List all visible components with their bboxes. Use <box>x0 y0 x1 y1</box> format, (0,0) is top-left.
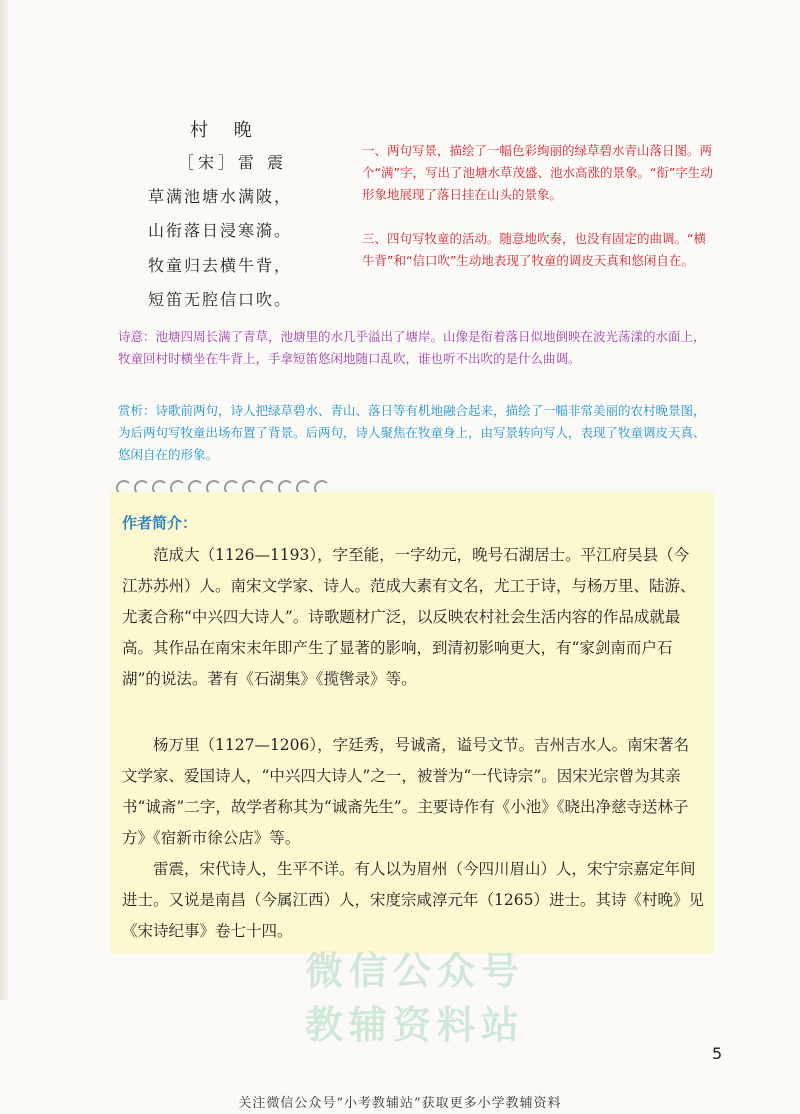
watermark-line-1: 微信公众号 <box>305 949 526 993</box>
author-intro-yang-wanli: 杨万里（1127—1206），字廷秀，号诚斋，谥号文节。吉州吉水人。南宋著名文学家、爱国诗人，“中兴四大诗人”之一，被誉为“一代诗宗”。因宋光宗曾为其亲书“诚斋”二字，故学者称其为“诚斋先生”。主要诗作有《小池》《晓出净慈寺送林子方》《宿新市徐公店》等。 <box>122 736 690 847</box>
poem-appreciation-note: 赏析：诗歌前两句，诗人把绿草碧水、青山、落日等有机地融合起来，描绘了一幅非常美丽的农村晚景图，为后两句写牧童出场布置了背景。后两句，诗人聚焦在牧童身上，由写景转向写人，表现了牧童调皮天真、悠闲自在的形象。 <box>118 403 706 462</box>
watermark-line-2: 教辅资料站 <box>305 1003 526 1047</box>
page-number: 5 <box>712 1044 723 1063</box>
annotation-lines-3-4: 三、四句写牧童的活动。随意地吹奏，也没有固定的曲调。“横牛背”和“信口吹”生动地表现了牧童的调皮天真和悠闲自在。 <box>362 231 706 268</box>
poem-title: 村 晚 <box>190 120 262 141</box>
poem-author: ［宋］雷 震 <box>178 153 288 172</box>
annotation-lines-1-2: 一、两句写景，描绘了一幅色彩绚丽的绿草碧水青山落日图。两个“满”字，写出了池塘水草茂盛、池水高涨的景象。“衔”字生动形象地展现了落日挂在山头的景象。 <box>362 143 713 202</box>
poem-line: 牧童归去横牛背， <box>148 256 293 275</box>
page-edge-shadow <box>0 0 10 1000</box>
author-intro-heading: 作者简介： <box>122 514 198 532</box>
author-intro-lei-zhen: 雷震，宋代诗人，生平不详。有人以为眉州（今四川眉山）人，宋宁宗嘉定年间进士。又说是南昌（今属江西）人，宋度宗咸淳元年（1265）进士。其诗《村晚》见《宋诗纪事》卷七十四。 <box>122 860 704 940</box>
author-intro-fan-chengda: 范成大（1126—1193），字至能，一字幼元，晚号石湖居士。平江府吴县（今江苏苏州）人。南宋文学家、诗人。范成大素有文名，尤工于诗，与杨万里、陆游、尤袤合称“中兴四大诗人”。诗歌题材广泛，以反映农村社会生活内容的作品成就最高。其作品在南宋末年即产生了显著的影响，到清初影响更大，有“家剑南而户石湖”的说法。著有《石湖集》《揽辔录》等。 <box>122 546 696 688</box>
poem-line: 短笛无腔信口吹。 <box>148 290 293 309</box>
poem-line: 草满池塘水满陂， <box>148 187 293 206</box>
poem-line: 山衔落日浸寒漪。 <box>148 221 293 240</box>
poem-meaning-note: 诗意：池塘四周长满了青草，池塘里的水几乎溢出了塘岸。山像是衔着落日似地倒映在波光荡漾的水面上，牧童回村时横坐在牛背上，手拿短笛悠闲地随口乱吹，谁也听不出吹的是什么曲调。 <box>118 329 706 366</box>
footer-promo-text: 关注微信公众号“小考教辅站”获取更多小学教辅资料 <box>238 1096 562 1111</box>
